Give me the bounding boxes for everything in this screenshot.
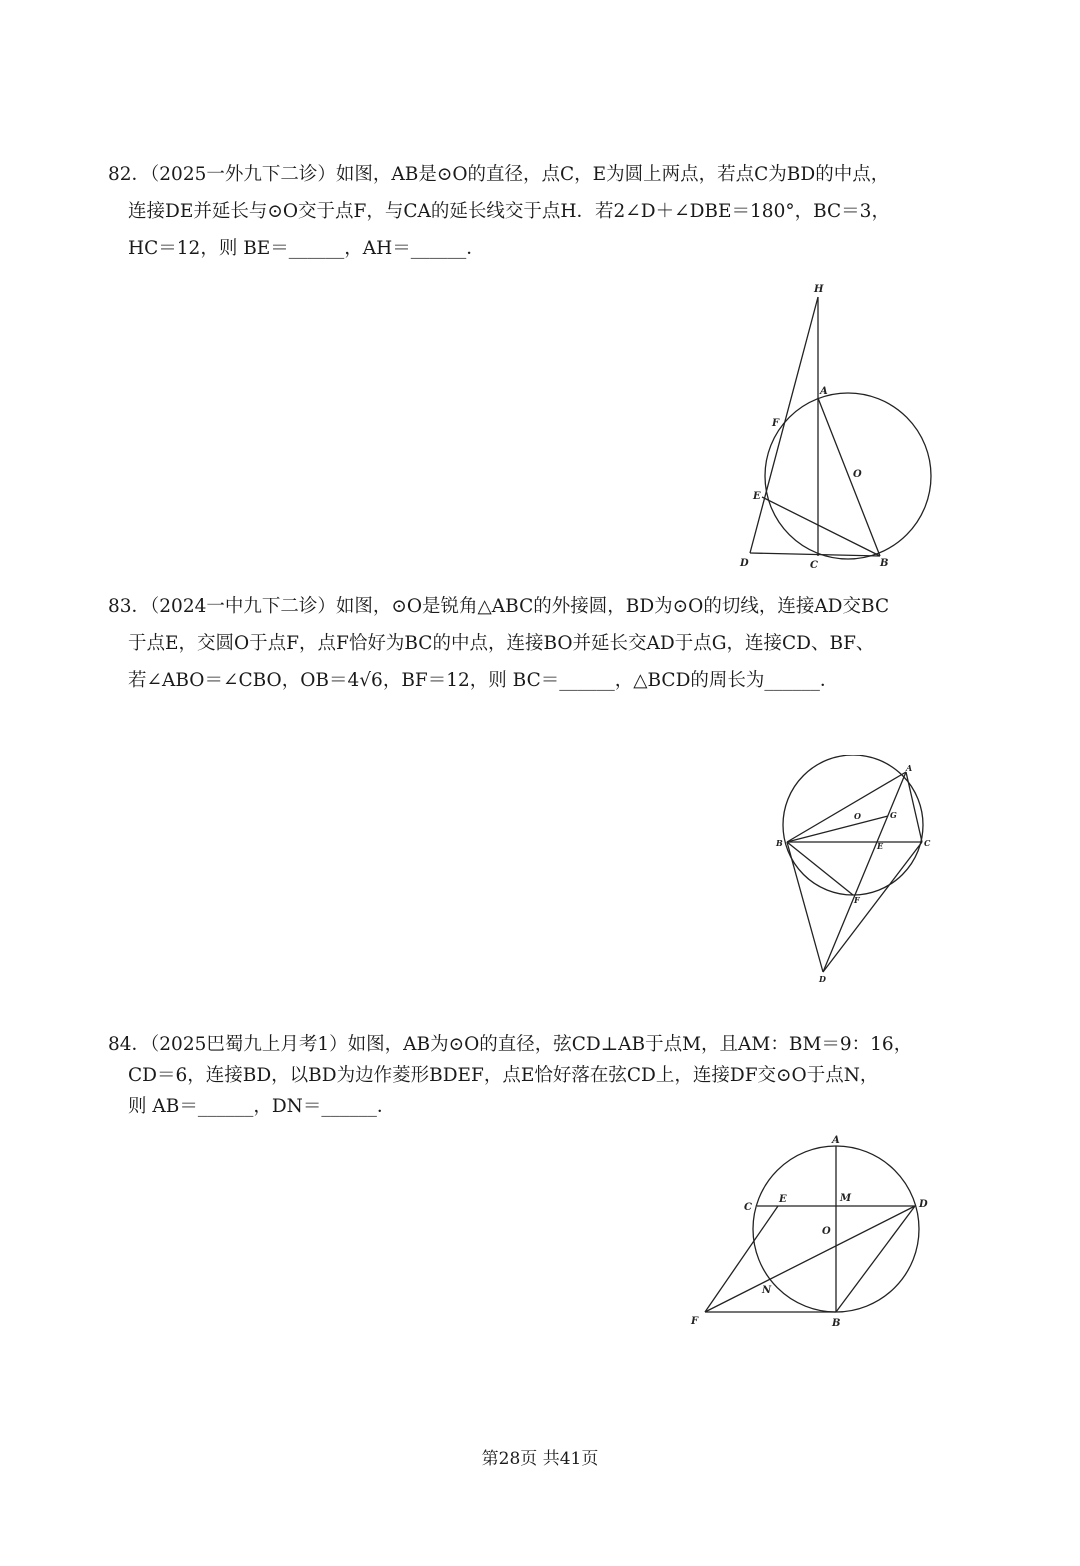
problem-82-line-1: 82．（2025一外九下二诊）如图，AB是⊙O的直径，点C，E为圆上两点，若点C为BD的中点， xyxy=(108,164,890,185)
figure-82 xyxy=(730,278,950,573)
label-a: A xyxy=(906,763,913,773)
label-e: E xyxy=(877,841,884,851)
label-c: C xyxy=(924,838,931,848)
label-n: N xyxy=(762,1285,772,1296)
segment-df xyxy=(705,1206,915,1312)
label-f: F xyxy=(772,418,780,429)
figure-83 xyxy=(770,755,945,987)
label-e: E xyxy=(753,491,761,502)
label-o: O xyxy=(854,811,861,821)
segment-ad xyxy=(823,772,906,972)
label-d: D xyxy=(819,974,826,984)
label-o: O xyxy=(822,1226,831,1237)
label-g: G xyxy=(890,810,897,820)
problem-84-line-1: 84．（2025巴蜀九上月考1）如图，AB为⊙O的直径，弦CD⊥AB于点M，且AM：BM＝9：16， xyxy=(108,1034,913,1055)
label-d: D xyxy=(740,558,749,569)
page-footer: 第28页 共41页 xyxy=(481,1449,599,1469)
label-d: D xyxy=(919,1199,928,1210)
label-a: A xyxy=(820,386,828,397)
segment-ab xyxy=(818,398,880,556)
problem-84-line-3: 则 AB＝______，DN＝______． xyxy=(128,1096,396,1117)
segment-ac xyxy=(906,772,922,842)
segment-ab xyxy=(787,772,906,842)
problem-82-line-3: HC＝12，则 BE＝______，AH＝______． xyxy=(128,238,485,259)
label-b: B xyxy=(880,558,889,569)
label-b: B xyxy=(832,1318,841,1329)
problem-82-line-2: 连接DE并延长与⊙O交于点F，与CA的延长线交于点H．若2∠D＋∠DBE＝180°，BC＝3， xyxy=(128,201,890,222)
problem-83-line-2: 于点E，交圆O于点F，点F恰好为BC的中点，连接BO并延长交AD于点G，连接CD、BF、 xyxy=(128,633,875,654)
label-a: A xyxy=(832,1135,840,1146)
segment-cd xyxy=(823,842,922,972)
segment-ef xyxy=(705,1206,778,1312)
label-f: F xyxy=(854,895,860,905)
problem-83-line-1: 83．（2024一中九下二诊）如图，⊙O是锐角△ABC的外接圆，BD为⊙O的切线，连接AD交BC xyxy=(108,596,890,617)
segment-db xyxy=(750,553,880,556)
segment-bg xyxy=(787,816,888,842)
label-m: M xyxy=(840,1193,852,1204)
problem-84-line-2: CD＝6，连接BD，以BD为边作菱形BDEF，点E恰好落在弦CD上，连接DF交⊙O于点N， xyxy=(128,1065,879,1086)
label-f: F xyxy=(691,1316,699,1327)
segment-hd xyxy=(750,297,818,553)
label-e: E xyxy=(779,1194,787,1205)
segment-bd xyxy=(836,1206,915,1312)
problem-83-line-3: 若∠ABO＝∠CBO，OB＝4√6，BF＝12，则 BC＝______，△BCD的周长为______． xyxy=(128,670,839,691)
label-o: O xyxy=(853,469,862,480)
label-h: H xyxy=(814,284,824,295)
segment-bd xyxy=(787,842,823,972)
figure-84 xyxy=(685,1130,940,1330)
segment-eb xyxy=(762,497,880,556)
label-b: B xyxy=(776,838,783,848)
label-c: C xyxy=(744,1202,752,1213)
label-c: C xyxy=(810,560,818,571)
